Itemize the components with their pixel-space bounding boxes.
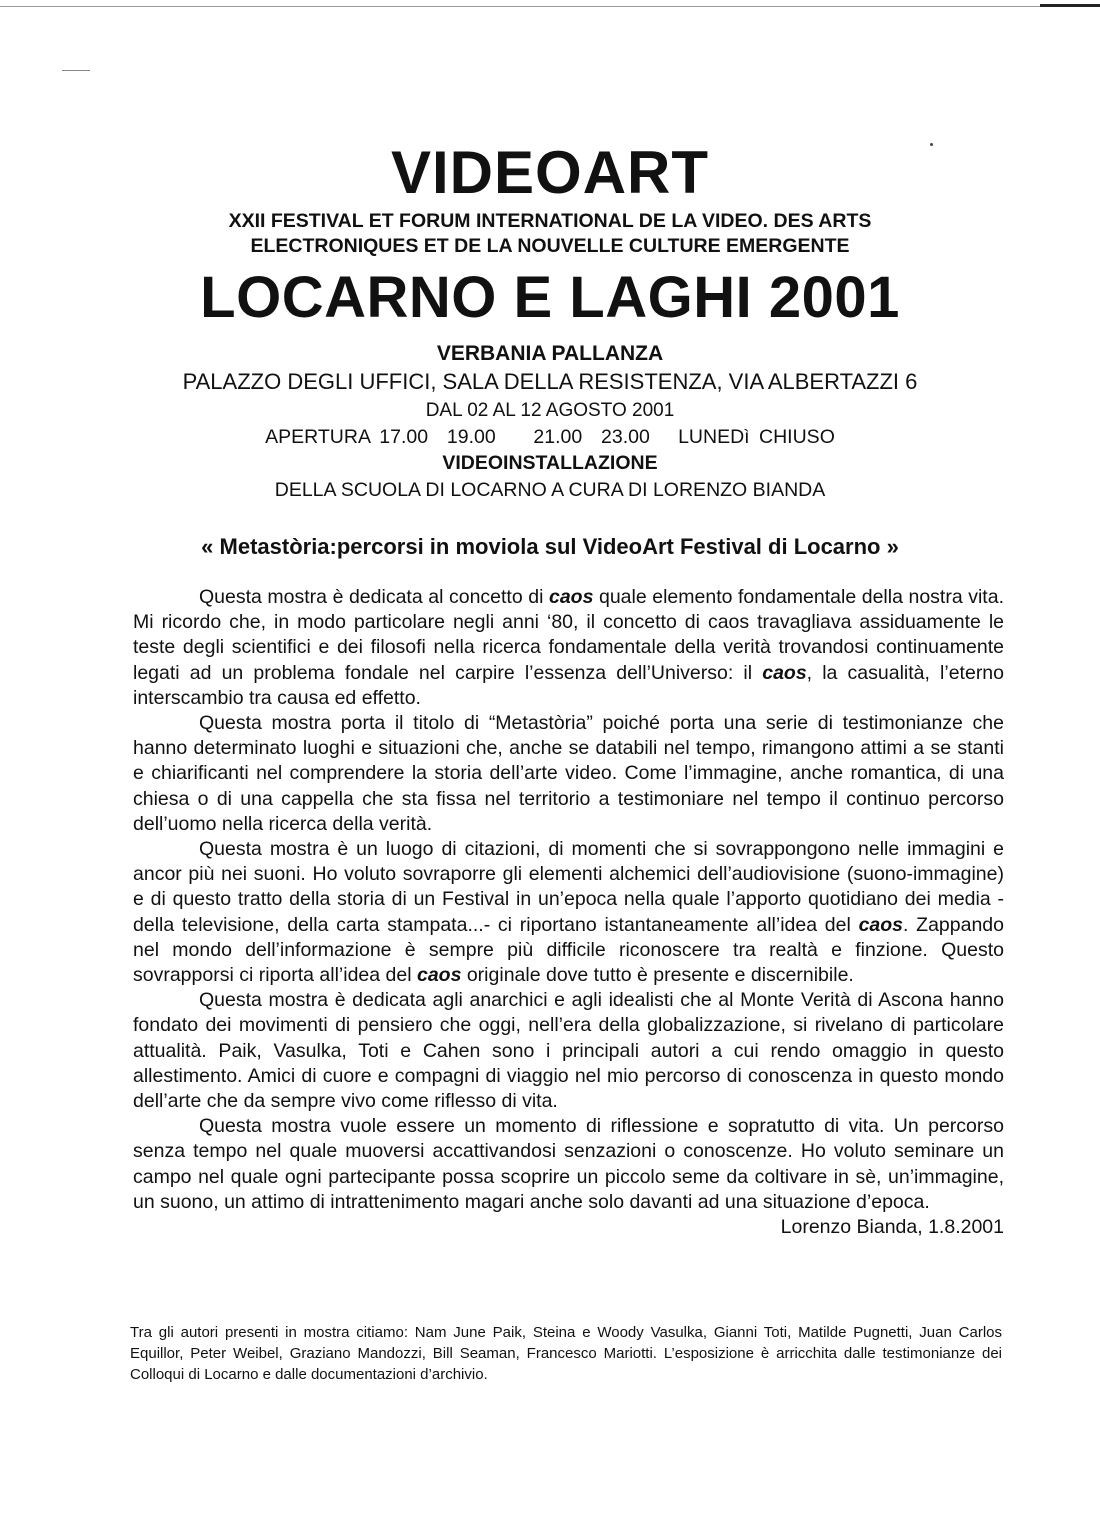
essay-body (133, 585, 1004, 1240)
emphasis: caos (858, 913, 904, 936)
text-run: Questa mostra è dedicata al concetto di (199, 586, 549, 608)
exhibition-title: « Metastòria:percorsi in moviola sul VideoArt Festival di Locarno » (201, 534, 899, 559)
emphasis: caos (416, 964, 462, 987)
text-run: quale elemento fondamentale della nostra vita. Mi ricordo che, in modo particolare negli anni ‘80, il concetto di caos travagliava assiduamente le teste degli scientifici e dei filosofi nella ricerca fondamentale della verità trovandosi continuamente legati ad un problema fondale nel carpire l’essenza dell’Universo: il (133, 586, 1004, 684)
venue-city: VERBANIA PALLANZA (436, 342, 664, 365)
text-run: , la casualità, l’eterno interscambio tra causa ed effetto. (133, 661, 1004, 709)
text-run: Questa mostra è un luogo di citazioni, di momenti che si sovrappongono nelle immagini e ancor più nei suoni. Ho voluto sovraporre gli elementi alchemici dell’audiovisione (suono-immagine) e di questo tratto della storia di un Festival in un’epoca nella quale l’apporto quotidiano dei media -della televisione, della carta stampata...- ci riportano istantaneamente all’idea del (133, 838, 1004, 936)
paragraph-3 (133, 837, 1004, 988)
footer-note: Tra gli autori presenti in mostra citiamo: Nam June Paik, Steina e Woody Vasulka, Gianni Toti, Matilde Pugnetti, Juan Carlos Equillor, Peter Weibel, Graziano Mandozzi, Bill Seaman, Francesco Mariotti. L’esposizione è arricchita dalle testimonianze dei Colloqui di Locarno e dalle documentazioni d’archivio. (130, 1324, 1002, 1383)
subtitle-line-1: XXII FESTIVAL ET FORUM INTERNATIONAL DE LA VIDEO. DES ARTS (228, 210, 872, 232)
paragraph-4: Questa mostra è dedicata agli anarchici e agli idealisti che al Monte Verità di Ascona hanno fondato dei movimenti di pensiero che oggi, nell’era della globalizzazione, si rivelano di particolare attualità. Paik, Vasulka, Toti e Cahen sono i principali autori a cui rendo omaggio in questo allestimento. Amici di cuore e compagni di viaggio nel mio percorso di conoscenza in questo mondo dell’arte che da sempre vivo come riflesso di vita. (133, 989, 1004, 1113)
signature: Lorenzo Bianda, 1.8.2001 (780, 1216, 1004, 1239)
text-run: . Zappando nel mondo dell’informazione è sempre più difficile riconoscere tra realtà e finzione. Questo sovrapporsi ci riporta all’idea del (133, 913, 1004, 987)
event-dates: DAL 02 AL 12 AGOSTO 2001 (425, 400, 675, 421)
paragraph-5 (133, 1114, 1004, 1239)
installation-credit: DELLA SCUOLA DI LOCARNO A CURA DI LORENZO BIANDA (274, 479, 826, 501)
venue-address: PALAZZO DEGLI UFFICI, SALA DELLA RESISTENZA, VIA ALBERTAZZI 6 (182, 369, 918, 394)
festival-subtitle (0, 209, 1100, 259)
installation-heading: VIDEOINSTALLAZIONE (442, 452, 658, 474)
text-run: originale dove tutto è presente e discernibile. (461, 964, 854, 987)
subtitle-line-2: ELECTRONIQUES ET DE LA NOUVELLE CULTURE EMERGENTE (250, 235, 850, 257)
scan-top-edge (0, 6, 1100, 7)
poster-title: VIDEOART (390, 139, 710, 206)
text-run: Questa mostra vuole essere un momento di riflessione e sopratutto di vita. Un percorso senza tempo nel quale muoversi accattivandosi senzazioni o conoscenze. Ho voluto seminare un campo nel quale ogni partecipante possa scoprire un piccolo seme da coltivare in sè, un’immagine, un suono, un attimo di intrattenimento magari anche solo davanti ad una situazione d’epoca. (133, 1115, 1004, 1213)
event-name: LOCARNO E LAGHI 2001 (200, 265, 900, 330)
paragraph-2: Questa mostra porta il titolo di “Metastòria” poiché porta una serie di testimonianze che hanno determinato luoghi e situazioni che, anche se databili nel tempo, rimangono attimi a se stanti e chiarificanti nel comprendere la storia dell’arte video. Come l’immagine, anche romantica, di una chiesa o di una cappella che sta fissa nel territorio a testimoniare nel tempo il continuo percorso dell’uomo nella ricerca della verità. (133, 712, 1004, 835)
scan-corner-mark (1040, 4, 1100, 7)
paragraph-1 (133, 585, 1004, 711)
scan-mark (62, 70, 90, 71)
emphasis: caos (762, 661, 807, 684)
emphasis: caos (548, 586, 594, 608)
opening-hours: APERTURA 17.00 19.00 21.00 23.00 LUNEDì CHIUSO (265, 426, 835, 448)
